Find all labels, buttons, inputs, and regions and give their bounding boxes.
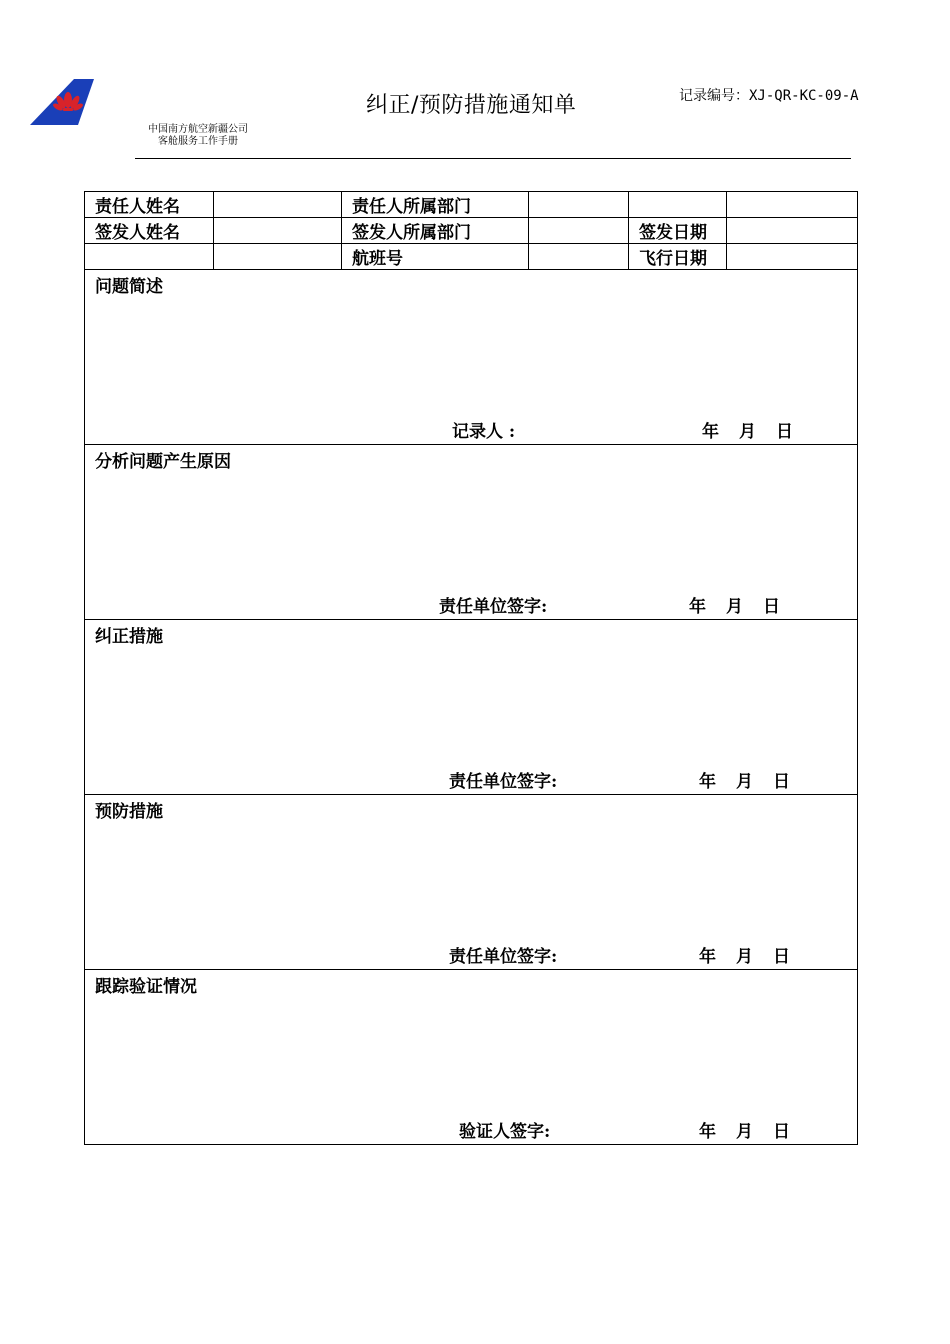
year-label: 年 xyxy=(699,947,716,967)
section-corrective-action-area[interactable] xyxy=(85,620,858,795)
record-number-value: XJ-QR-KC-09-A xyxy=(749,88,859,104)
field-responsible-name[interactable] xyxy=(214,192,342,218)
year-label: 年 xyxy=(699,1122,716,1142)
company-name: 中国南方航空新疆公司 xyxy=(148,124,248,135)
header-divider xyxy=(135,158,851,159)
day-label: 日 xyxy=(773,947,790,967)
section-problem-description xyxy=(85,270,858,445)
year-label: 年 xyxy=(689,597,706,617)
day-label: 日 xyxy=(773,772,790,792)
label-responsible-dept: 责任人所属部门 xyxy=(342,192,529,218)
label-issue-date: 签发日期 xyxy=(629,218,727,244)
field-blank-4[interactable] xyxy=(214,244,342,270)
field-flight-number[interactable] xyxy=(529,244,629,270)
section-preventive-action xyxy=(85,795,858,970)
section-follow-up-area[interactable] xyxy=(85,970,858,1145)
info-row-flight xyxy=(85,244,858,270)
date-line xyxy=(699,1117,790,1142)
organization-block xyxy=(128,124,268,148)
month-label: 月 xyxy=(726,597,743,617)
section-cause-analysis xyxy=(85,445,858,620)
label-flight-number: 航班号 xyxy=(342,244,529,270)
section-problem-description-area[interactable] xyxy=(85,270,858,445)
section-cause-analysis-area[interactable] xyxy=(85,445,858,620)
verifier-sign-label: 验证人签字: xyxy=(459,1122,551,1142)
section-follow-up xyxy=(85,970,858,1145)
month-label: 月 xyxy=(736,1122,753,1142)
info-row-responsible xyxy=(85,192,858,218)
field-issuer-dept[interactable] xyxy=(529,218,629,244)
field-responsible-dept[interactable] xyxy=(529,192,629,218)
date-line xyxy=(689,592,780,617)
month-label: 月 xyxy=(736,947,753,967)
day-label: 日 xyxy=(773,1122,790,1142)
record-number-label: 记录编号： xyxy=(679,88,749,104)
section-title: 预防措施 xyxy=(95,802,163,822)
unit-sign-label: 责任单位签字: xyxy=(449,772,558,792)
month-label: 月 xyxy=(739,422,756,442)
field-blank-1[interactable] xyxy=(629,192,727,218)
recorder-sign-label: 记录人 : xyxy=(452,422,516,442)
label-issuer-dept: 签发人所属部门 xyxy=(342,218,529,244)
unit-sign-label: 责任单位签字: xyxy=(449,947,558,967)
year-label: 年 xyxy=(699,772,716,792)
china-southern-logo xyxy=(30,78,94,126)
month-label: 月 xyxy=(736,772,753,792)
info-row-issuer xyxy=(85,218,858,244)
section-title: 纠正措施 xyxy=(95,627,163,647)
field-blank-2[interactable] xyxy=(727,192,858,218)
field-issuer-name[interactable] xyxy=(214,218,342,244)
date-line xyxy=(699,942,790,967)
field-flight-date[interactable] xyxy=(727,244,858,270)
label-responsible-name: 责任人姓名 xyxy=(85,192,214,218)
record-number xyxy=(679,88,879,104)
label-flight-date: 飞行日期 xyxy=(629,244,727,270)
field-issue-date[interactable] xyxy=(727,218,858,244)
notice-form-table xyxy=(84,191,858,1145)
date-line xyxy=(699,767,790,792)
section-corrective-action xyxy=(85,620,858,795)
day-label: 日 xyxy=(776,422,793,442)
section-title: 分析问题产生原因 xyxy=(95,452,231,472)
section-title: 跟踪验证情况 xyxy=(95,977,197,997)
section-preventive-action-area[interactable] xyxy=(85,795,858,970)
unit-sign-label: 责任单位签字: xyxy=(439,597,548,617)
manual-name: 客舱服务工作手册 xyxy=(158,136,238,147)
page-title: 纠正/预防措施通知单 xyxy=(366,93,577,118)
year-label: 年 xyxy=(702,422,719,442)
label-issuer-name: 签发人姓名 xyxy=(85,218,214,244)
date-line xyxy=(702,417,793,442)
section-title: 问题简述 xyxy=(95,277,163,297)
day-label: 日 xyxy=(763,597,780,617)
field-blank-3[interactable] xyxy=(85,244,214,270)
